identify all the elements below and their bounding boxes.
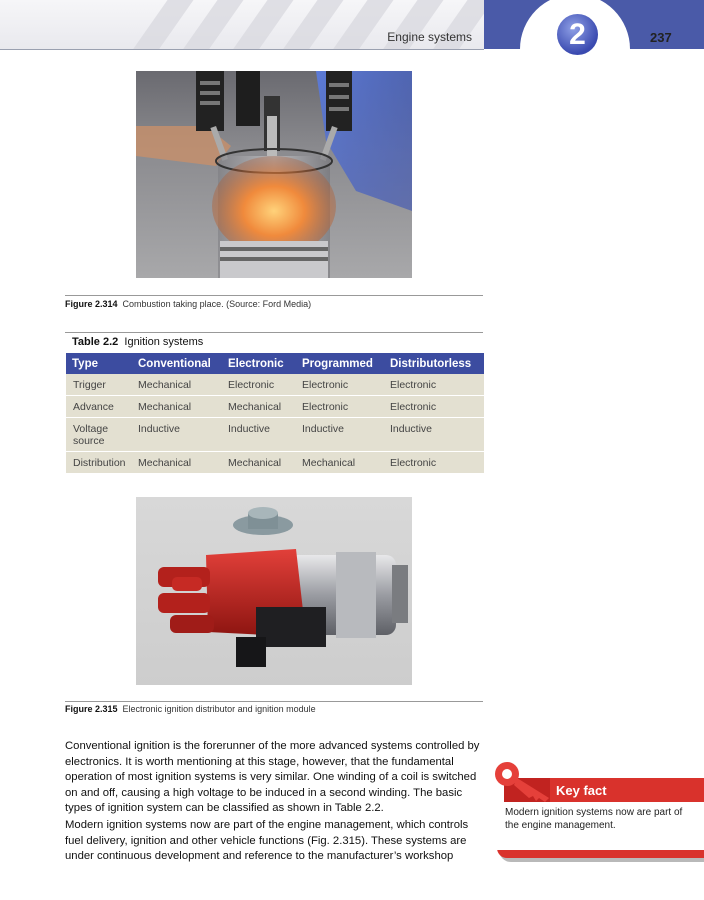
figure-caption bbox=[65, 704, 316, 714]
chapter-number: 2 bbox=[569, 18, 586, 51]
combustion-illustration bbox=[136, 71, 412, 278]
column-header: Type bbox=[66, 353, 132, 374]
table-label: Table 2.2 bbox=[72, 336, 119, 348]
table-cell: Inductive bbox=[296, 418, 384, 452]
table-cell: Trigger bbox=[66, 374, 132, 396]
table-cell: Mechanical bbox=[132, 452, 222, 474]
table-cell: Voltage source bbox=[66, 418, 132, 452]
table-cell: Inductive bbox=[222, 418, 296, 452]
table-cell: Inductive bbox=[384, 418, 484, 452]
table-cell: Distribution bbox=[66, 452, 132, 474]
table-cell: Advance bbox=[66, 396, 132, 418]
table-title bbox=[72, 336, 203, 348]
ignition-systems-table bbox=[66, 353, 484, 474]
table-cell: Mechanical bbox=[132, 396, 222, 418]
key-icon bbox=[489, 758, 553, 802]
body-paragraph-1: Conventional ignition is the forerunner of the more advanced systems controlled by electronics. It is worth mentioning at this stage, however, that the fundamental operation of most ignition systems is very similar. One winding of a coil is switched on and off, causing a high voltage to be induced in a second winding. The basic types of ignition system can be classified as shown in Table 2.2. bbox=[65, 740, 480, 814]
table-cell: Mechanical bbox=[132, 374, 222, 396]
header-rule bbox=[0, 49, 484, 50]
running-head: Engine systems bbox=[387, 30, 472, 44]
column-header: Distributorless bbox=[384, 353, 484, 374]
caption-rule bbox=[65, 701, 483, 702]
combustion-photo bbox=[136, 71, 412, 278]
table-cell: Electronic bbox=[222, 374, 296, 396]
key-fact-text: Modern ignition systems now are part of the engine management. bbox=[505, 807, 683, 831]
caption-rule bbox=[65, 295, 483, 296]
column-header: Electronic bbox=[222, 353, 296, 374]
column-header: Conventional bbox=[132, 353, 222, 374]
figure-label: Figure 2.314 bbox=[65, 299, 118, 309]
table-top-rule bbox=[65, 332, 483, 333]
table-row bbox=[66, 396, 484, 418]
page-number: 237 bbox=[650, 30, 672, 45]
column-header: Programmed bbox=[296, 353, 384, 374]
figure-caption bbox=[65, 299, 311, 309]
table-cell: Mechanical bbox=[222, 452, 296, 474]
figure-caption-text: Electronic ignition distributor and ignition module bbox=[122, 704, 316, 714]
table-title-text: Ignition systems bbox=[124, 336, 204, 348]
key-fact-title: Key fact bbox=[556, 783, 607, 798]
table-cell: Mechanical bbox=[222, 396, 296, 418]
table-cell: Electronic bbox=[384, 396, 484, 418]
distributor-photo bbox=[136, 497, 412, 685]
table-cell: Mechanical bbox=[296, 452, 384, 474]
table-row bbox=[66, 418, 484, 452]
table-row bbox=[66, 452, 484, 474]
body-paragraph-2: Modern ignition systems now are part of the engine management, which controls fuel delivery, ignition and other vehicle functions (Fig. 2.315). These systems are under continuous development and reference to the manufacturer’s workshop bbox=[65, 819, 469, 862]
distributor-illustration bbox=[136, 497, 412, 685]
table-row bbox=[66, 374, 484, 396]
figure-caption-text: Combustion taking place. (Source: Ford Media) bbox=[122, 299, 312, 309]
table-cell: Inductive bbox=[132, 418, 222, 452]
table-cell: Electronic bbox=[296, 396, 384, 418]
table-cell: Electronic bbox=[384, 452, 484, 474]
table-cell: Electronic bbox=[296, 374, 384, 396]
table-header-row bbox=[66, 353, 484, 374]
figure-label: Figure 2.315 bbox=[65, 704, 118, 714]
table-cell: Electronic bbox=[384, 374, 484, 396]
